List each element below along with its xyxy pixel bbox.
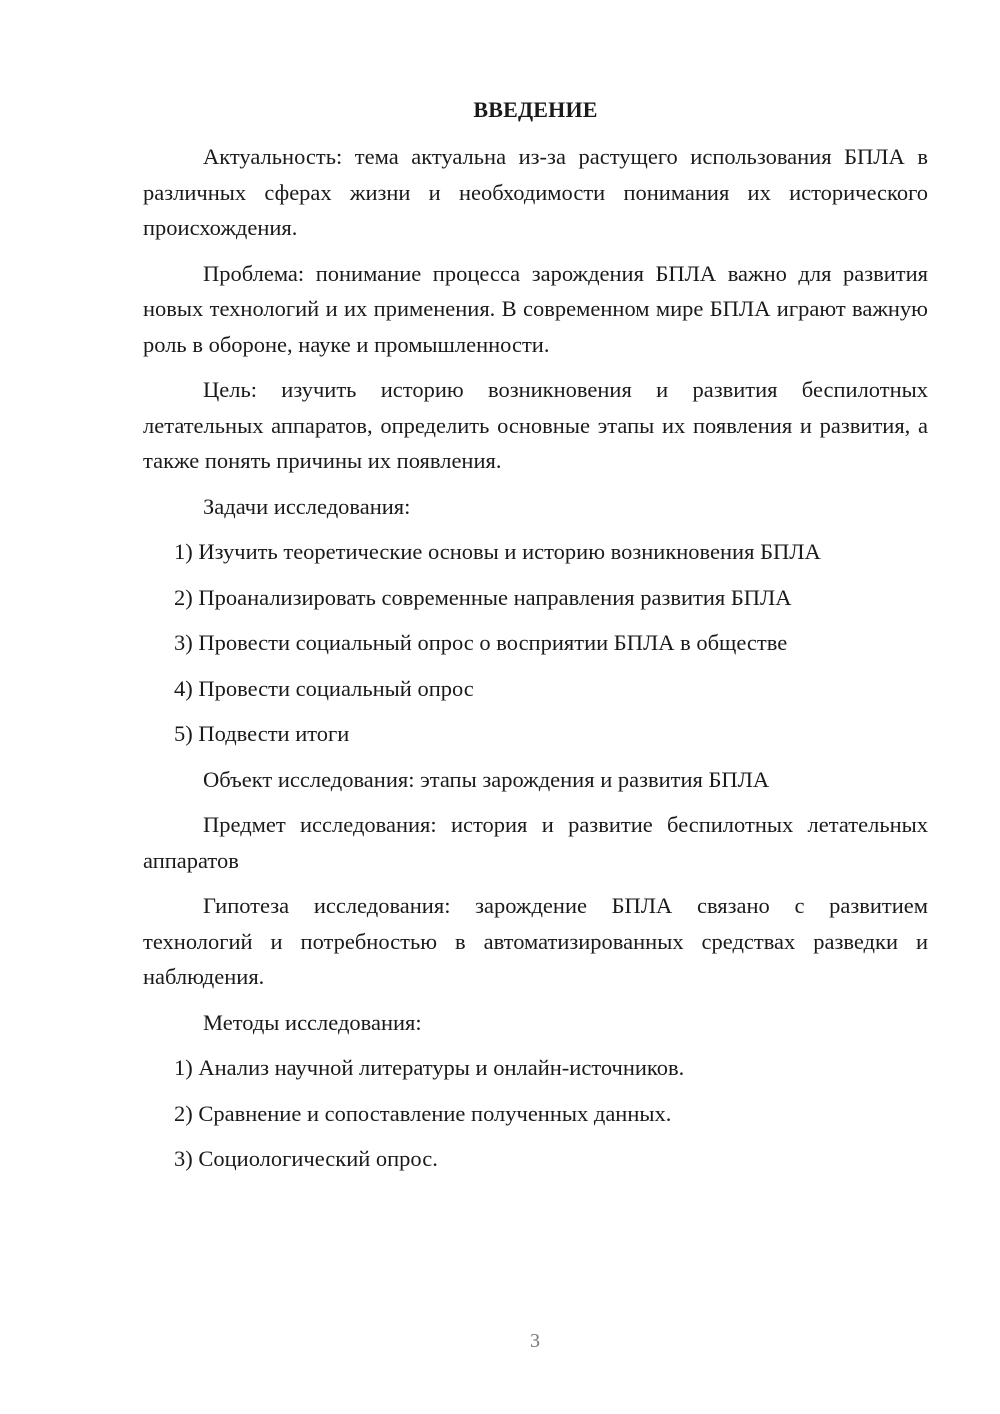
relevance-paragraph: Актуальность: тема актуальна из-за растущего использования БПЛА в различных сферах жизни и необходимости понимания их исторического происхождения.: [143, 144, 928, 240]
method-item-3: 3) Социологический опрос.: [174, 1146, 438, 1171]
tasks-heading: Задачи исследования:: [203, 493, 411, 519]
methods-heading: Методы исследования:: [203, 1009, 422, 1035]
section-title: ВВЕДЕНИЕ: [473, 97, 598, 122]
hypothesis-paragraph: Гипотеза исследования: зарождение БПЛА связано с развитием технологий и потребностью в автоматизированных средствах разведки и наблюдения.: [143, 893, 928, 989]
methods-list: [143, 1050, 928, 1177]
task-item-2: 2) Проанализировать современные направления развития БПЛА: [174, 584, 792, 610]
task-item-5: 5) Подвести итоги: [174, 721, 350, 746]
task-item-3: 3) Провести социальный опрос о восприятии БПЛА в обществе: [174, 630, 788, 655]
method-item-1: 1) Анализ научной литературы и онлайн-источников.: [174, 1055, 685, 1080]
goal-paragraph: Цель: изучить историю возникновения и развития беспилотных летательных аппаратов, определить основные этапы их появления и развития, а также понять причины их появления.: [143, 377, 928, 473]
page-content: [143, 95, 928, 1187]
task-item-4: 4) Провести социальный опрос: [174, 675, 474, 701]
subject-paragraph: Предмет исследования: история и развитие беспилотных летательных аппаратов: [143, 812, 928, 873]
object-paragraph: Объект исследования: этапы зарождения и развития БПЛА: [203, 766, 770, 792]
page-number: 3: [530, 1330, 540, 1352]
problem-paragraph: Проблема: понимание процесса зарождения БПЛА важно для развития новых технологий и их применения. В современном мире БПЛА играют важную роль в обороне, науке и промышленности.: [143, 260, 928, 357]
method-item-2: 2) Сравнение и сопоставление полученных данных.: [174, 1100, 672, 1126]
tasks-list: [143, 534, 928, 752]
task-item-1: 1) Изучить теоретические основы и историю возникновения БПЛА: [174, 539, 821, 564]
